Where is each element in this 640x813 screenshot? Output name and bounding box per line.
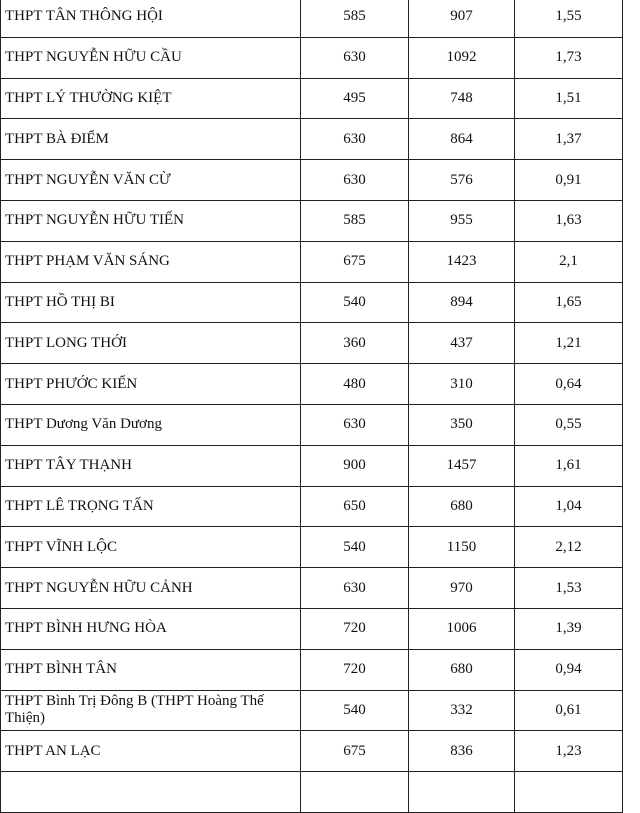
ratio-cell: 1,61	[515, 445, 623, 486]
ratio-cell: 0,61	[515, 690, 623, 731]
ratio-cell: 1,21	[515, 323, 623, 364]
quota-cell: 495	[301, 78, 409, 119]
applicants-cell: 907	[409, 0, 515, 37]
ratio-cell: 1,55	[515, 0, 623, 37]
applicants-cell: 748	[409, 78, 515, 119]
quota-cell: 720	[301, 649, 409, 690]
applicants-cell: 680	[409, 649, 515, 690]
applicants-cell: 350	[409, 404, 515, 445]
school-name-cell: THPT NGUYỄN HỮU CẦU	[1, 37, 301, 78]
table-row	[1, 160, 623, 201]
applicants-cell: 332	[409, 690, 515, 731]
applicants-cell: 1006	[409, 608, 515, 649]
ratio-cell: 1,39	[515, 608, 623, 649]
table-row	[1, 486, 623, 527]
applicants-cell: 1423	[409, 241, 515, 282]
table-row	[1, 323, 623, 364]
ratio-cell: 1,51	[515, 78, 623, 119]
applicants-cell: 437	[409, 323, 515, 364]
school-name-cell: THPT TÂY THẠNH	[1, 445, 301, 486]
ratio-cell: 2,1	[515, 241, 623, 282]
ratio-cell: 1,53	[515, 568, 623, 609]
ratio-cell: 1,23	[515, 731, 623, 772]
applicants-cell: 864	[409, 119, 515, 160]
school-name-cell: THPT HỒ THỊ BI	[1, 282, 301, 323]
enrollment-table-body	[1, 0, 623, 812]
school-name-cell: THPT BÌNH TÂN	[1, 649, 301, 690]
table-row	[1, 78, 623, 119]
quota-cell: 900	[301, 445, 409, 486]
table-row	[1, 445, 623, 486]
table-row	[1, 568, 623, 609]
quota-cell: 630	[301, 119, 409, 160]
applicants-cell: 310	[409, 364, 515, 405]
applicants-cell: 1457	[409, 445, 515, 486]
ratio-cell: 2,12	[515, 527, 623, 568]
ratio-cell	[515, 772, 623, 813]
table-row	[1, 241, 623, 282]
quota-cell: 675	[301, 731, 409, 772]
applicants-cell: 680	[409, 486, 515, 527]
table-row	[1, 608, 623, 649]
applicants-cell: 894	[409, 282, 515, 323]
ratio-cell: 1,37	[515, 119, 623, 160]
table-row	[1, 282, 623, 323]
school-name-cell: THPT Dương Văn Dương	[1, 404, 301, 445]
school-name-cell: THPT PHẠM VĂN SÁNG	[1, 241, 301, 282]
table-row	[1, 364, 623, 405]
table-row	[1, 649, 623, 690]
school-name-cell: THPT PHƯỚC KIỂN	[1, 364, 301, 405]
school-name-cell: THPT VĨNH LỘC	[1, 527, 301, 568]
table-row	[1, 119, 623, 160]
quota-cell: 585	[301, 0, 409, 37]
ratio-cell: 1,73	[515, 37, 623, 78]
quota-cell: 630	[301, 404, 409, 445]
quota-cell: 540	[301, 527, 409, 568]
table-row	[1, 731, 623, 772]
table-row	[1, 527, 623, 568]
applicants-cell: 970	[409, 568, 515, 609]
table-row	[1, 690, 623, 731]
ratio-cell: 1,65	[515, 282, 623, 323]
quota-cell	[301, 772, 409, 813]
school-name-cell: THPT NGUYỄN VĂN CỪ	[1, 160, 301, 201]
quota-cell: 720	[301, 608, 409, 649]
applicants-cell: 955	[409, 200, 515, 241]
ratio-cell: 1,63	[515, 200, 623, 241]
quota-cell: 585	[301, 200, 409, 241]
quota-cell: 630	[301, 37, 409, 78]
school-name-cell: THPT NGUYỄN HỮU TIẾN	[1, 200, 301, 241]
quota-cell: 630	[301, 160, 409, 201]
school-name-cell: THPT LÝ THƯỜNG KIỆT	[1, 78, 301, 119]
school-name-cell: THPT Bình Trị Đông B (THPT Hoàng Thế Thiện)	[1, 690, 301, 731]
quota-cell: 675	[301, 241, 409, 282]
ratio-cell: 0,91	[515, 160, 623, 201]
applicants-cell	[409, 772, 515, 813]
table-row	[1, 404, 623, 445]
table-row	[1, 37, 623, 78]
ratio-cell: 0,64	[515, 364, 623, 405]
school-name-cell: THPT BÌNH HƯNG HÒA	[1, 608, 301, 649]
table-row	[1, 0, 623, 37]
applicants-cell: 836	[409, 731, 515, 772]
quota-cell: 540	[301, 282, 409, 323]
school-name-cell: THPT LÊ TRỌNG TẤN	[1, 486, 301, 527]
table-row	[1, 772, 623, 813]
quota-cell: 650	[301, 486, 409, 527]
ratio-cell: 1,04	[515, 486, 623, 527]
quota-cell: 360	[301, 323, 409, 364]
school-name-cell: THPT TÂN THÔNG HỘI	[1, 0, 301, 37]
school-name-cell: THPT NGUYỄN HỮU CẢNH	[1, 568, 301, 609]
school-name-cell	[1, 772, 301, 813]
ratio-cell: 0,55	[515, 404, 623, 445]
school-name-cell: THPT LONG THỚI	[1, 323, 301, 364]
ratio-cell: 0,94	[515, 649, 623, 690]
quota-cell: 540	[301, 690, 409, 731]
applicants-cell: 576	[409, 160, 515, 201]
applicants-cell: 1092	[409, 37, 515, 78]
quota-cell: 480	[301, 364, 409, 405]
school-name-cell: THPT AN LẠC	[1, 731, 301, 772]
table-row	[1, 200, 623, 241]
applicants-cell: 1150	[409, 527, 515, 568]
school-name-cell: THPT BÀ ĐIỂM	[1, 119, 301, 160]
quota-cell: 630	[301, 568, 409, 609]
